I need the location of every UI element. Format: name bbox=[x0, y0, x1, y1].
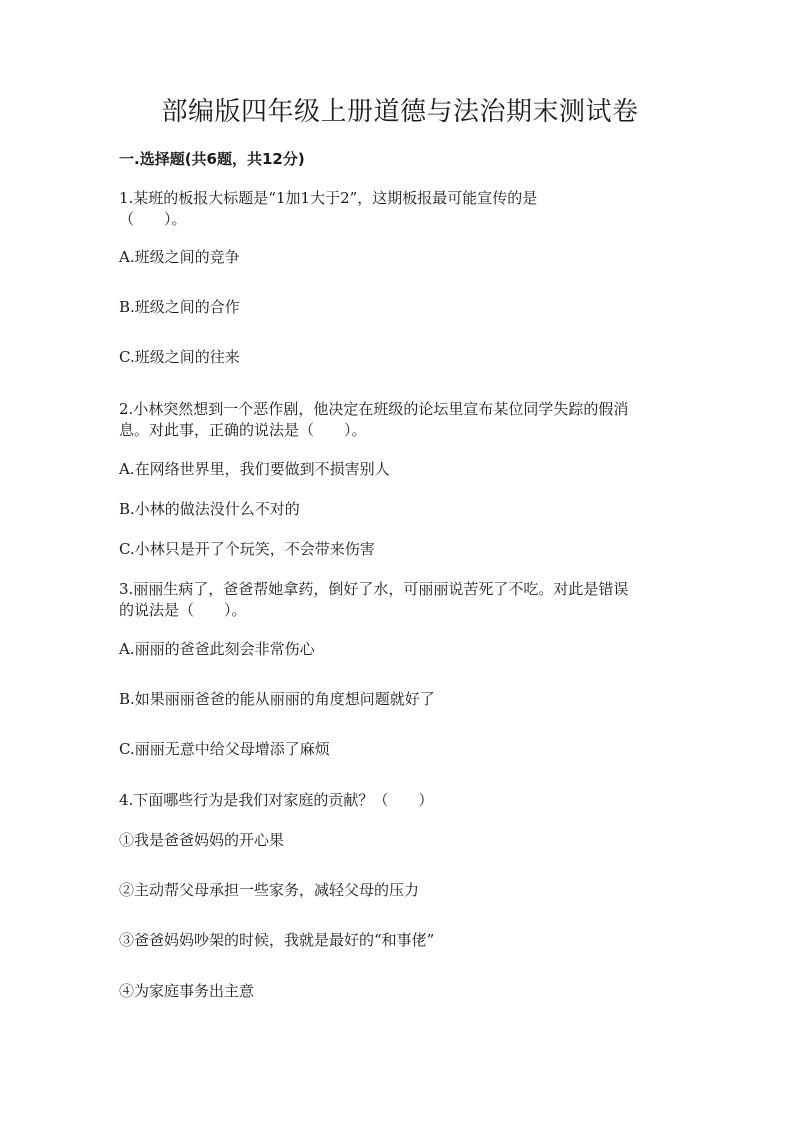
question-1-option-b: B.班级之间的合作 bbox=[119, 298, 240, 316]
page-title: 部编版四年级上册道德与法治期末测试卷 bbox=[161, 97, 639, 127]
question-4-option-2: ②主动帮父母承担一些家务，减轻父母的压力 bbox=[119, 881, 420, 899]
section-heading: 一.选择题(共6题，共12分) bbox=[119, 150, 305, 168]
question-3-stem-line-2: 的说法是（ ）。 bbox=[119, 601, 247, 619]
question-3-option-b: B.如果丽丽爸爸的能从丽丽的角度想问题就好了 bbox=[119, 690, 435, 708]
question-4-option-1: ①我是爸爸妈妈的开心果 bbox=[119, 831, 285, 849]
question-4-option-3: ③爸爸妈妈吵架的时候，我就是最好的“和事佬” bbox=[119, 931, 435, 949]
question-3-option-c: C.丽丽无意中给父母增添了麻烦 bbox=[119, 740, 330, 758]
question-1-option-a: A.班级之间的竞争 bbox=[119, 248, 240, 266]
question-4-option-4: ④为家庭事务出主意 bbox=[119, 982, 255, 1000]
question-4-stem: 4.下面哪些行为是我们对家庭的贡献？（ ） bbox=[119, 791, 434, 809]
question-3-stem-line-1: 3.丽丽生病了，爸爸帮她拿药，倒好了水，可丽丽说苦死了不吃。对此是错误 bbox=[119, 580, 629, 598]
question-1-stem-line-2: （ ）。 bbox=[119, 210, 187, 228]
question-2-stem-line-2: 息。对此事，正确的说法是（ ）。 bbox=[119, 421, 367, 439]
question-2-option-b: B.小林的做法没什么不对的 bbox=[119, 500, 300, 518]
question-2-option-a: A.在网络世界里，我们要做到不损害别人 bbox=[119, 460, 390, 478]
question-1-stem-line-1: 1.某班的板报大标题是“1加1大于2”，这期板报最可能宣传的是 bbox=[119, 189, 538, 207]
question-2-stem-line-1: 2.小林突然想到一个恶作剧，他决定在班级的论坛里宣布某位同学失踪的假消 bbox=[119, 400, 629, 418]
question-3-option-a: A.丽丽的爸爸此刻会非常伤心 bbox=[119, 640, 315, 658]
question-1-option-c: C.班级之间的往来 bbox=[119, 348, 240, 366]
question-2-option-c: C.小林只是开了个玩笑，不会带来伤害 bbox=[119, 540, 375, 558]
